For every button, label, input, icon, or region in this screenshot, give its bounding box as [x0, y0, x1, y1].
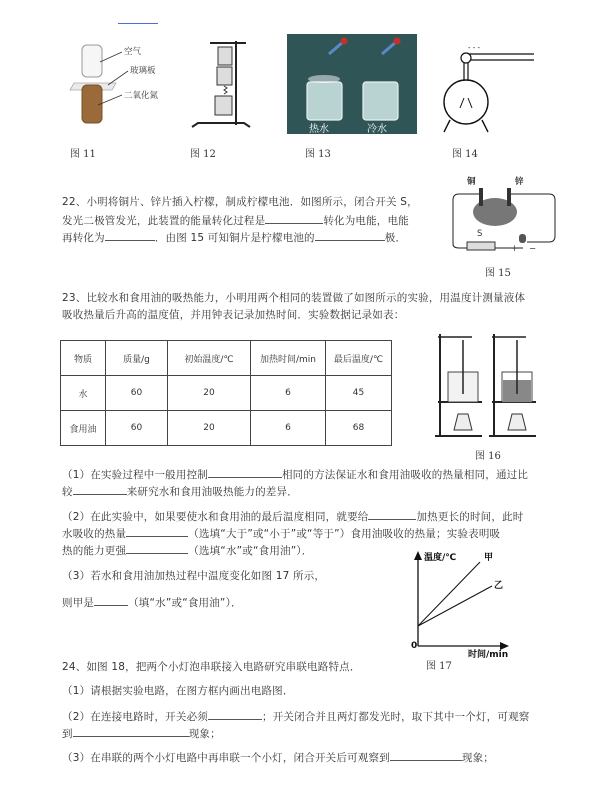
- q23-blank-heat-comparison[interactable]: [126, 525, 188, 537]
- figure-14-caption: 图 14: [452, 149, 478, 160]
- figure-12-caption: 图 12: [190, 149, 216, 160]
- label-zinc: 锌: [515, 177, 524, 187]
- q22-line3-text-c: 极．: [384, 232, 407, 244]
- q23-p1-text-c: 较: [62, 486, 73, 498]
- x-axis-arrow: [500, 642, 509, 650]
- q22-blank-energy-target[interactable]: [105, 229, 155, 241]
- table-cell: 6: [251, 376, 326, 411]
- table-header: 加热时间/min: [251, 341, 326, 376]
- y-axis-arrow: [414, 551, 422, 560]
- q24-p1: （1）请根据实验电路，在图方框内画出电路图．: [62, 685, 294, 697]
- table-row: [61, 411, 392, 446]
- q23-p2-text-a: （2）在此实验中，如果要使水和食用油的最后温度相同，就要给: [62, 511, 369, 523]
- table-cell: 食用油: [61, 411, 106, 446]
- table-cell: 20: [168, 376, 251, 411]
- q23-p2-text-d: （选填“大于”或“小于”或“等于”）食用油吸收的热量；实验表明吸: [188, 528, 501, 540]
- figure-16-heating-setup: [432, 332, 542, 440]
- table-header: 物质: [61, 341, 106, 376]
- figure-11-gas-diffusion: [60, 35, 180, 130]
- q23-p1-line2: [62, 483, 298, 499]
- table-cell: 60: [106, 376, 168, 411]
- figure-17-temperature-graph: [400, 548, 530, 658]
- table-header: 质量/g: [106, 341, 168, 376]
- q24-p2-line1: [62, 708, 529, 724]
- line-jia: [418, 562, 480, 626]
- q23-blank-jia-identity[interactable]: [94, 594, 128, 606]
- q23-p1-text-b: 相同的方法保证水和食用油吸收的热量相同，通过比: [281, 469, 529, 481]
- label-copper: 铜: [467, 177, 476, 187]
- q23-p1-line1: [62, 466, 528, 482]
- q23-blank-controlled-variable[interactable]: [208, 466, 282, 478]
- upper-bottle: [82, 45, 102, 77]
- q24-p2-text-a: （2）在连接电路时，开关必须: [62, 711, 208, 723]
- q24-line1: 24、如图 18，把两个小灯泡串联接入电路研究串联电路特点．: [62, 661, 361, 673]
- figure-11-caption: 图 11: [70, 149, 96, 160]
- q23-p1-text-a: （1）在实验过程中一般用控制: [62, 469, 208, 481]
- q24-blank-third-bulb-phenomenon[interactable]: [390, 749, 462, 761]
- label-air: 空气: [124, 47, 142, 57]
- svg-text:- - -: - - -: [468, 44, 481, 52]
- label-no2: 二氧化氮: [124, 91, 159, 101]
- label-switch-s: S: [477, 229, 483, 239]
- q24-p2-text-b: ；开关闭合并且两灯都发光时，取下其中一个灯，可观察: [261, 711, 530, 723]
- apparatus-water: [435, 334, 482, 437]
- q23-p2-line2: [62, 525, 500, 541]
- q24-p2-text-d: 现象；: [188, 728, 221, 740]
- label-cold-water: 冷水: [367, 124, 387, 135]
- q22-line3-text-a: 再转化为: [62, 232, 105, 244]
- label-hot-water: 热水: [309, 124, 329, 135]
- q23-p2-line1: [62, 508, 523, 524]
- origin-label: 0: [411, 641, 418, 651]
- q22-line1: 22、小明将铜片、锌片插入柠檬，制成柠檬电池．如图所示，闭合开关 S，: [62, 196, 418, 208]
- table-header: 最后温度/℃: [326, 341, 392, 376]
- q23-p3-text-a: 则甲是: [62, 597, 95, 609]
- y-axis-label: 温度/℃: [424, 553, 457, 563]
- q22-line2: [62, 212, 409, 228]
- q23-p2-text-f: （选填“水”或“食用油”）．: [188, 545, 313, 557]
- q24-p3-text-a: （3）在串联的两个小灯电路中再串联一个小灯，闭合开关后可观察到: [62, 752, 390, 764]
- q24-p2-line2: [62, 725, 221, 741]
- table-row: [61, 376, 392, 411]
- experiment-data-table: [60, 340, 392, 446]
- table-cell: 6: [251, 411, 326, 446]
- q23-blank-longer-heating[interactable]: [368, 508, 416, 520]
- label-minus: −: [529, 244, 537, 254]
- table-header: 初始温度/℃: [168, 341, 251, 376]
- table-cell: 45: [326, 376, 392, 411]
- q23-p2-text-b: 加热更长的时间，此时: [416, 511, 524, 523]
- label-glass-plate: 玻璃板: [130, 66, 156, 76]
- figure-17-caption: 图 17: [426, 661, 452, 672]
- top-link-underline: [118, 23, 158, 24]
- x-axis-label: 时间/min: [468, 650, 509, 658]
- line-yi: [418, 586, 492, 626]
- figure-12-lead-cylinders: [188, 35, 258, 130]
- table-cell: 68: [326, 411, 392, 446]
- series-label-jia: 甲: [484, 553, 494, 563]
- q23-p2-text-c: 水吸收的热量: [62, 528, 127, 540]
- q23-line2: 吸收热量后升高的温度值，并用钟表记录加热时间．实验数据记录如表：: [62, 309, 405, 321]
- q22-line3: [62, 229, 406, 245]
- figure-16-caption: 图 16: [475, 451, 501, 462]
- q22-line2-text-a: 发光二极管发光，此装置的能量转化过程是: [62, 215, 266, 227]
- q24-blank-switch-state[interactable]: [208, 708, 262, 720]
- table-cell: 20: [168, 411, 251, 446]
- q24-blank-observed-phenomenon[interactable]: [73, 725, 189, 737]
- q23-p3-line1: （3）若水和食用油加热过程中温度变化如图 17 所示，: [62, 570, 326, 582]
- series-label-yi: 乙: [494, 581, 504, 591]
- table-header-row: [61, 341, 392, 376]
- q23-p3-line2: [62, 594, 242, 610]
- q23-p2-text-e: 热的能力更强: [62, 545, 127, 557]
- figure-13-hot-cold-water: [287, 34, 417, 134]
- q23-blank-compared-quantity[interactable]: [73, 483, 127, 495]
- table-cell: 水: [61, 376, 106, 411]
- q23-line1: 23、比较水和食用油的吸热能力，小明用两个相同的装置做了如图所示的实验，用温度计测量液体: [62, 292, 526, 304]
- label-plus: +: [511, 244, 519, 254]
- figure-13-caption: 图 13: [305, 149, 331, 160]
- figure-14-flask-tube: [438, 40, 538, 135]
- q23-p1-text-d: 来研究水和食用油吸热能力的差异．: [126, 486, 298, 498]
- apparatus-oil: [489, 334, 536, 437]
- table-cell: 60: [106, 411, 168, 446]
- q23-p2-line3: [62, 542, 313, 558]
- q22-line2-text-b: 转化为电能，电能: [323, 215, 409, 227]
- q22-blank-electrode[interactable]: [315, 229, 385, 241]
- q24-p2-text-c: 到: [62, 728, 73, 740]
- q23-p3-text-b: （填“水”或“食用油”）．: [128, 597, 242, 609]
- q23-blank-stronger-absorber[interactable]: [126, 542, 188, 554]
- q24-p3: [62, 749, 494, 765]
- lower-bottle: [82, 85, 102, 123]
- figure-15-lemon-battery: [445, 172, 595, 262]
- q24-p3-text-b: 现象；: [461, 752, 494, 764]
- figure-15-caption: 图 15: [485, 268, 511, 279]
- q22-line3-text-b: ．由图 15 可知铜片是柠檬电池的: [154, 232, 315, 244]
- q22-blank-energy-source[interactable]: [265, 212, 323, 224]
